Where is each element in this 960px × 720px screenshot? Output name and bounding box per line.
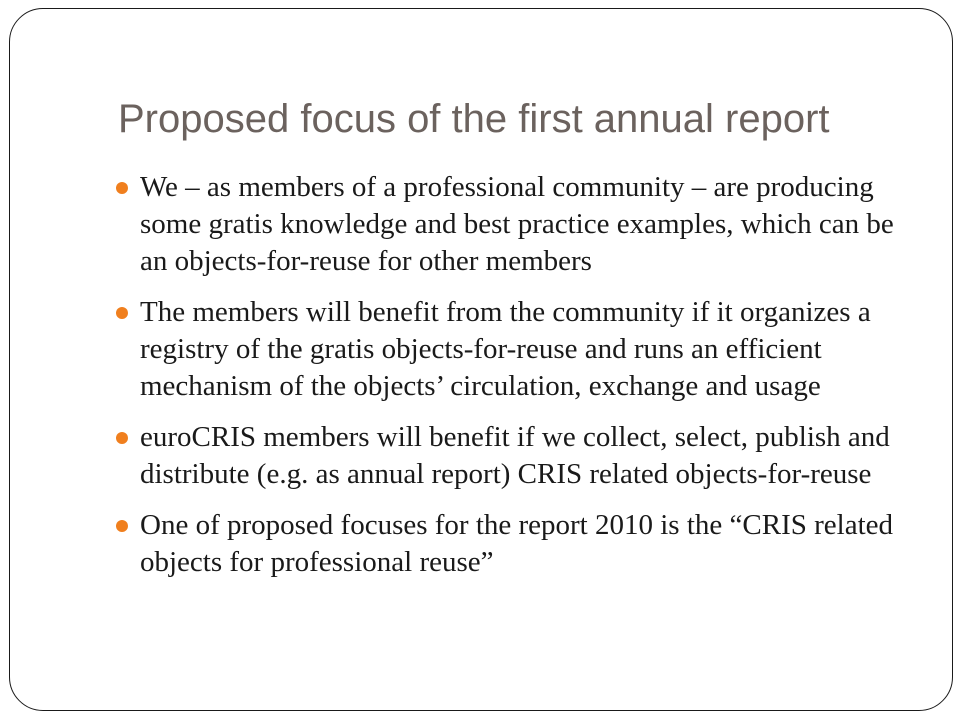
bullet-item (140, 294, 900, 405)
bullet-text: One of proposed focuses for the report 2010 is the “CRIS related objects for professional reuse” (140, 509, 893, 578)
bullet-item (140, 507, 900, 581)
bullet-dot-icon (116, 432, 128, 444)
bullet-item (140, 419, 900, 493)
bullet-dot-icon (116, 307, 128, 319)
bullet-text: euroCRIS members will benefit if we collect, select, publish and distribute (e.g. as annual report) CRIS related objects-for-reuse (140, 421, 890, 490)
slide-frame (9, 8, 953, 711)
bullet-dot-icon (116, 520, 128, 532)
slide-title: Proposed focus of the first annual report (118, 97, 830, 141)
bullet-text: We – as members of a professional community – are producing some gratis knowledge and best practice examples, which can be an objects-for-reuse for other members (140, 171, 894, 277)
bullet-item (140, 169, 900, 280)
bullet-list (140, 169, 900, 595)
bullet-dot-icon (116, 182, 128, 194)
bullet-text: The members will benefit from the community if it organizes a registry of the gratis objects-for-reuse and runs an efficient mechanism of the objects’ circulation, exchange and usage (140, 296, 871, 402)
